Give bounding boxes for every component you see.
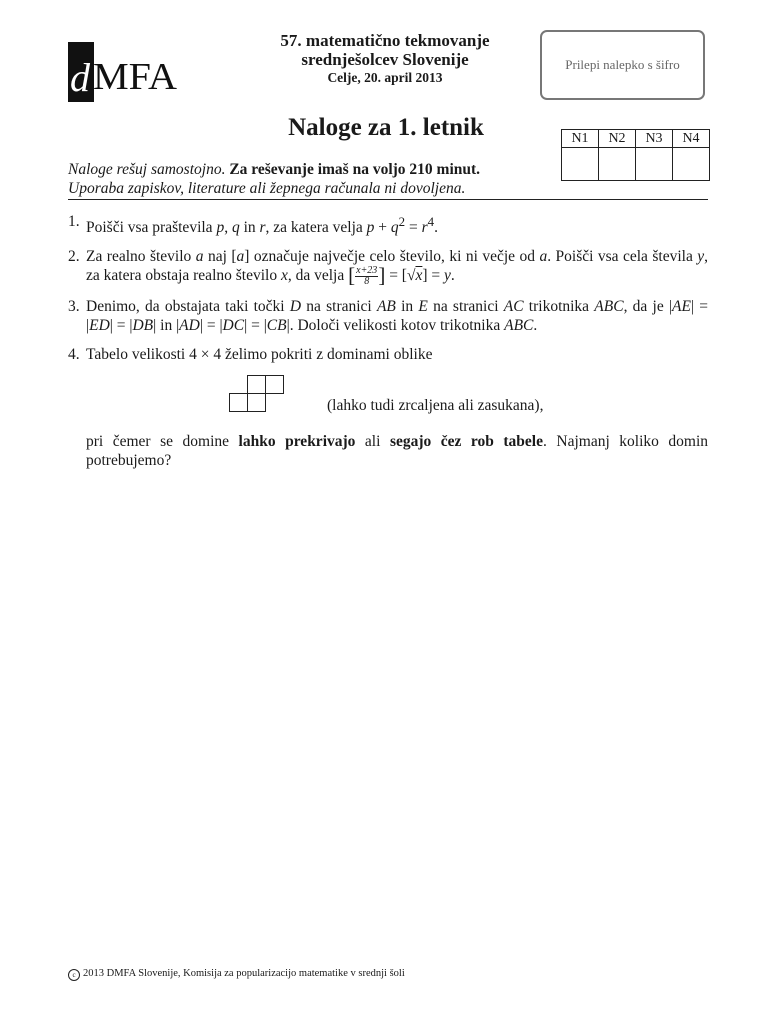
footer-text: 2013 DMFA Slovenije, Komisija za popularizacijo matematike v srednji šoli bbox=[83, 968, 405, 979]
problem-number: 2. bbox=[68, 248, 80, 266]
problem-number: 4. bbox=[68, 346, 80, 364]
score-header-n1: N1 bbox=[562, 130, 599, 148]
problem-1 bbox=[68, 212, 708, 237]
logo-letter-d: d bbox=[70, 55, 90, 100]
footer bbox=[68, 968, 405, 981]
problem-text: Poišči vsa praštevila p, q in r, za katera velja $p + q^2 = r^4$. bbox=[86, 214, 438, 237]
score-cell-n1 bbox=[562, 148, 599, 181]
domino-cell bbox=[248, 376, 266, 394]
dmfa-logo bbox=[68, 42, 178, 102]
domino-cell bbox=[230, 394, 248, 412]
logo-letters-mfa: MFA bbox=[93, 56, 178, 98]
bold-overlap: lahko prekrivajo bbox=[238, 433, 356, 450]
header-divider bbox=[68, 199, 708, 200]
competition-name: 57. matematično tekmovanje bbox=[280, 31, 490, 50]
fraction: $\frac{x+23}{8}$ bbox=[356, 265, 378, 288]
score-cell-n2 bbox=[599, 148, 636, 181]
score-cell-n3 bbox=[636, 148, 673, 181]
instructions-aids: Uporaba zapiskov, literature ali žepnega računala ni dovoljena. bbox=[68, 180, 466, 197]
score-header-n4: N4 bbox=[673, 130, 710, 148]
score-table bbox=[561, 129, 710, 181]
problem-3 bbox=[68, 297, 708, 335]
bold-edge: segajo čez rob tabele bbox=[389, 433, 543, 450]
domino-caption: (lahko tudi zrcaljena ali zasukana), bbox=[327, 397, 544, 414]
page-title: Naloge za 1. letnik bbox=[288, 114, 484, 141]
problem-list bbox=[68, 212, 708, 374]
instructions-time: Za reševanje imaš na voljo 210 minut. bbox=[229, 161, 481, 178]
instructions bbox=[68, 160, 480, 198]
sticker-label: Prilepi nalepko s šifro bbox=[565, 57, 680, 72]
score-header-n3: N3 bbox=[636, 130, 673, 148]
competition-date-place: Celje, 20. april 2013 bbox=[327, 70, 443, 85]
domino-shape-figure bbox=[228, 375, 286, 413]
score-header-n2: N2 bbox=[599, 130, 636, 148]
problem-text: Za realno število a naj [a] označuje največje celo število, ki ni večje od a. Poišči vsa cela števila y, za katera obstaja realno število x, da velja [ $\frac{x+23}{8}$ ] = [√x] = y. bbox=[86, 248, 709, 288]
score-cell-n4 bbox=[673, 148, 710, 181]
problem-text: Tabelo velikosti 4 × 4 želimo pokriti z dominami oblike bbox=[86, 346, 433, 364]
competition-subtitle: srednješolcev Slovenije bbox=[301, 50, 469, 69]
domino-cell bbox=[248, 394, 266, 412]
problem-2 bbox=[68, 247, 708, 287]
problem-number: 3. bbox=[68, 298, 80, 316]
problem-4-continuation: pri čemer se domine lahko prekrivajo ali segajo čez rob tabele. Najmanj koliko domin potrebujemo? bbox=[86, 433, 709, 469]
problem-4 bbox=[68, 345, 708, 364]
problem-text: Denimo, da obstajata taki točki D na stranici AB in E na stranici AC trikotnika ABC, da je |AE| = |ED| = |DB| in |AD| = |DC| = |CB|. Določi velikosti kotov trikotnika ABC. bbox=[86, 298, 709, 335]
domino-cell bbox=[266, 376, 284, 394]
code-sticker-box bbox=[540, 30, 705, 100]
competition-header bbox=[230, 31, 540, 87]
copyright-icon: c bbox=[68, 969, 80, 981]
problem-number: 1. bbox=[68, 213, 80, 230]
instructions-independent: Naloge rešuj samostojno. bbox=[68, 161, 226, 178]
